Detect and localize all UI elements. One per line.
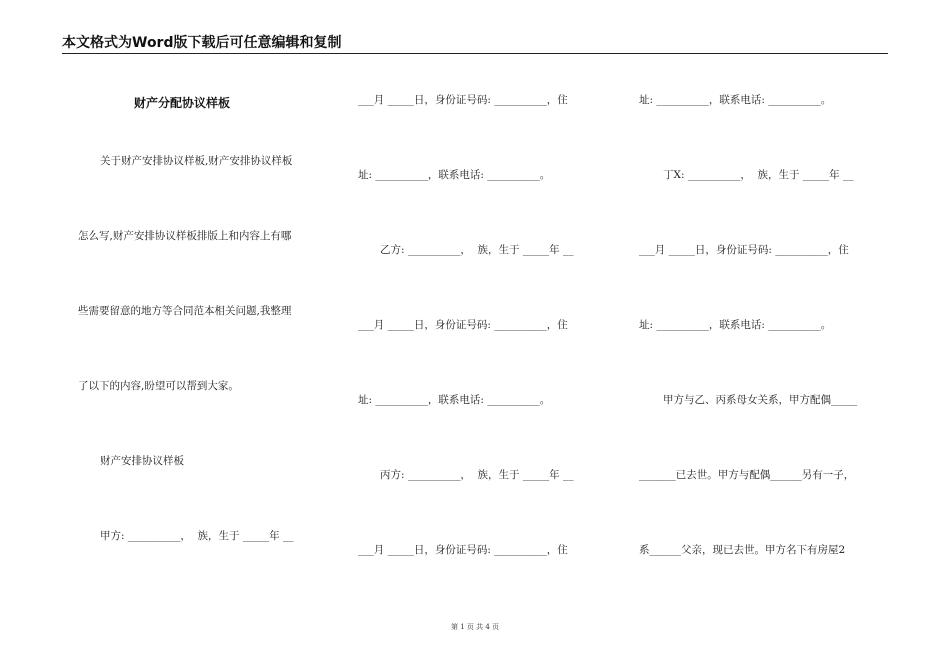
col3-line: 址: __________，联系电话: __________。 xyxy=(639,94,832,106)
document-title: 财产分配协议样板 xyxy=(134,96,231,110)
col2-line: ___月 _____日，身份证号码: __________，住 xyxy=(358,319,568,331)
col3-line: 甲方与乙、丙系母女关系，甲方配偶_____ xyxy=(663,394,858,406)
col2-line: 址: __________，联系电话: __________。 xyxy=(358,394,551,406)
col1-line: 关于财产安排协议样板,财产安排协议样板 xyxy=(100,155,293,167)
col3-line: 址: __________，联系电话: __________。 xyxy=(639,319,832,331)
col3-line: _______已去世。甲方与配偶______另有一子， xyxy=(639,469,855,481)
col2-line: 址: __________，联系电话: __________。 xyxy=(358,169,551,181)
col3-line: 丁X: __________， 族，生于 _____年 __ xyxy=(663,169,854,181)
header-text: 本文格式为Word版下载后可任意编辑和复制 xyxy=(62,35,342,51)
col2-line: 乙方: __________， 族，生于 _____年 __ xyxy=(380,244,574,256)
page-header xyxy=(62,34,888,54)
page-footer: 第 1 页 共 4 页 xyxy=(450,623,500,631)
col2-line: 丙方: __________， 族，生于 _____年 __ xyxy=(380,469,574,481)
col3-line: 系______父亲，现已去世。甲方名下有房屋2 xyxy=(639,544,846,556)
col1-line: 怎么写,财产安排协议样板排版上和内容上有哪 xyxy=(78,230,292,242)
col3-line: ___月 _____日，身份证号码: __________，住 xyxy=(639,244,849,256)
col1-line: 甲方: __________， 族，生于 _____年 __ xyxy=(100,530,294,542)
col1-line: 了以下的内容,盼望可以帮到大家。 xyxy=(78,380,239,392)
col1-line: 些需要留意的地方等合同范本相关问题,我整理 xyxy=(78,305,292,317)
col1-line: 财产安排协议样板 xyxy=(100,455,184,467)
col2-line: ___月 _____日，身份证号码: __________，住 xyxy=(358,94,568,106)
col2-line: ___月 _____日，身份证号码: __________，住 xyxy=(358,544,568,556)
